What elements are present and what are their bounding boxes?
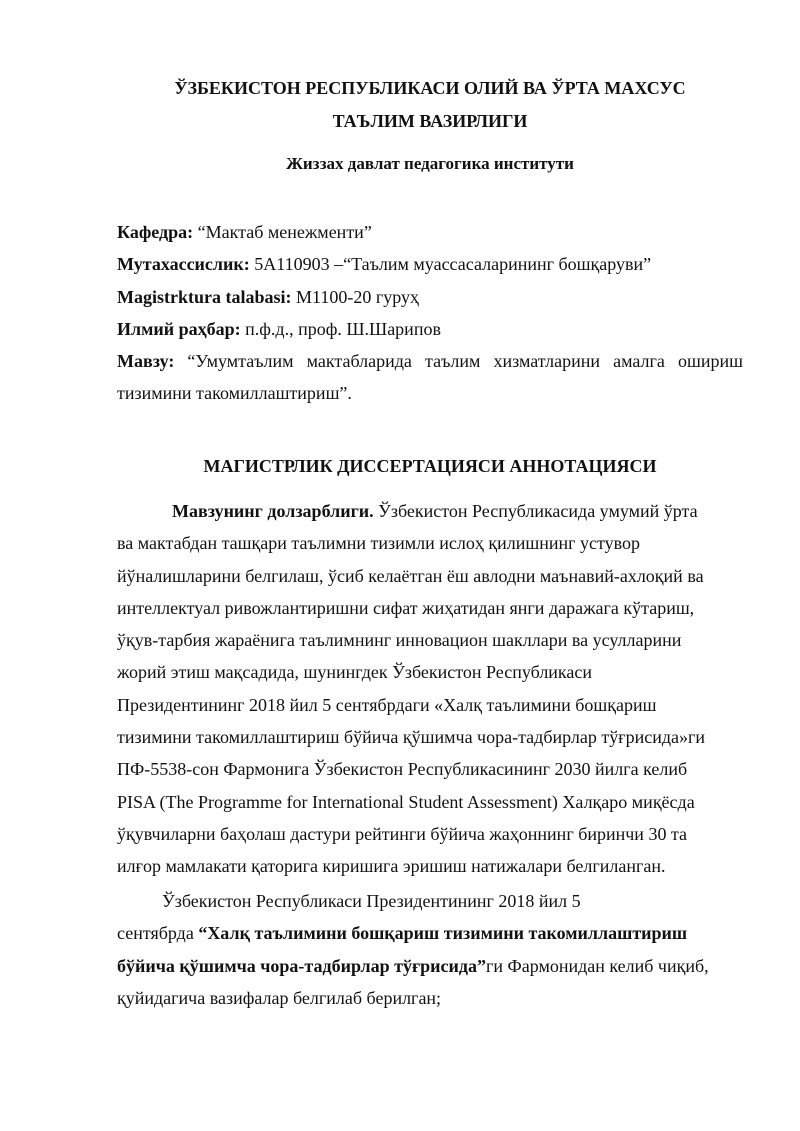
paragraph-line (117, 495, 743, 527)
relevance-lead: Мавзунинг долзарблиги. (172, 501, 374, 521)
paragraph-line: қуйидагича вазифалар белгилаб берилган; (117, 987, 442, 1008)
institute-title: Жиззах давлат педагогика институти (286, 154, 574, 173)
paragraph-text: сентябрда (117, 923, 199, 944)
topic-value-line2: тизимини такомиллаштириш”. (117, 383, 352, 404)
paragraph-decree (117, 885, 743, 1014)
specialty-field (117, 248, 743, 280)
supervisor-label: Илмий раҳбар: (117, 318, 241, 339)
paragraph-line (117, 917, 743, 949)
student-value: M1100-20 гуруҳ (291, 286, 419, 307)
topic-value-line1: “Умумтаълим мактабларида таълим хизматларини амалга ошириш (174, 351, 743, 372)
paragraph-text: ги Фармонидан келиб чиқиб, (485, 955, 709, 976)
supervisor-value: п.ф.д., проф. Ш.Шарипов (240, 318, 441, 339)
department-value: “Мактаб менежменти” (193, 222, 372, 242)
paragraph-text: Ўзбекистон Республикасида умумий ўрта (373, 501, 698, 521)
paragraph-line: ўқувчиларни баҳолаш дастури рейтинги бўйича жаҳоннинг биринчи 30 та (117, 823, 688, 844)
paragraph-line (117, 950, 743, 982)
paragraph-line: ўқув-тарбия жараёнига таълимнинг инновацион шакллари ва усулларини (117, 630, 682, 651)
paragraph-line: PISA (The Programme for International Student Assessment) Халқаро миқёсда (117, 791, 695, 812)
paragraph-line: тизимини такомиллаштириш бўйича қўшимча чора-тадбирлар тўғрисида»ги (117, 727, 706, 748)
ministry-title (110, 72, 750, 138)
paragraph-line: Президентининг 2018 йил 5 сентябрдаги «Халқ таълимини бошқариш (117, 694, 657, 715)
topic-field (117, 345, 743, 377)
paragraph-line: ПФ-5538-сон Фармонига Ўзбекистон Республикасининг 2030 йилга келиб (117, 759, 688, 780)
ministry-title-line1: ЎЗБЕКИСТОН РЕСПУБЛИКАСИ ОЛИЙ ВА ЎРТА МАХСУС (174, 78, 686, 98)
decree-title-part1: “Халқ таълимини бошқариш тизимини такомиллаштириш (198, 923, 688, 944)
topic-label: Мавзу: (117, 351, 175, 372)
paragraph-line: илғор мамлакати қаторига киришига эришиш натижалари белгиланган. (117, 856, 666, 877)
section-title: МАГИСТРЛИК ДИССЕРТАЦИЯСИ АННОТАЦИЯСИ (203, 456, 657, 476)
department-field (117, 216, 743, 248)
ministry-title-line2: ТАЪЛИМ ВАЗИРЛИГИ (332, 111, 528, 131)
paragraph-line: йўналишларини белгилаш, ўсиб келаётган ёш авлодни маънавий-ахлоқий ва (117, 565, 704, 586)
paragraph-line: ва мактабдан ташқари таълимни тизимли ислоҳ қилишнинг устувор (117, 533, 641, 554)
specialty-value: 5A110903 –“Таълим муассасаларининг бошқаруви” (249, 254, 652, 275)
specialty-label: Мутахассислик: (117, 254, 250, 275)
topic-field-continued (117, 377, 743, 409)
student-field (117, 281, 743, 313)
paragraph-line: интеллектуал ривожлантиришни сифат жиҳатидан янги даражага кўтариш, (117, 597, 695, 618)
student-label: Magistrktura talabasi: (117, 286, 292, 307)
metadata-fields (117, 216, 743, 410)
paragraph-line: Ўзбекистон Республикаси Президентининг 2018 йил 5 (162, 891, 581, 911)
department-label: Кафедра: (117, 222, 194, 242)
supervisor-field (117, 313, 743, 345)
decree-title-part2: бўйича қўшимча чора-тадбирлар тўғрисида” (117, 955, 486, 976)
paragraph-line: жорий этиш мақсадида, шунингдек Ўзбекистон Республикаси (117, 662, 593, 683)
paragraph-relevance (117, 495, 743, 883)
